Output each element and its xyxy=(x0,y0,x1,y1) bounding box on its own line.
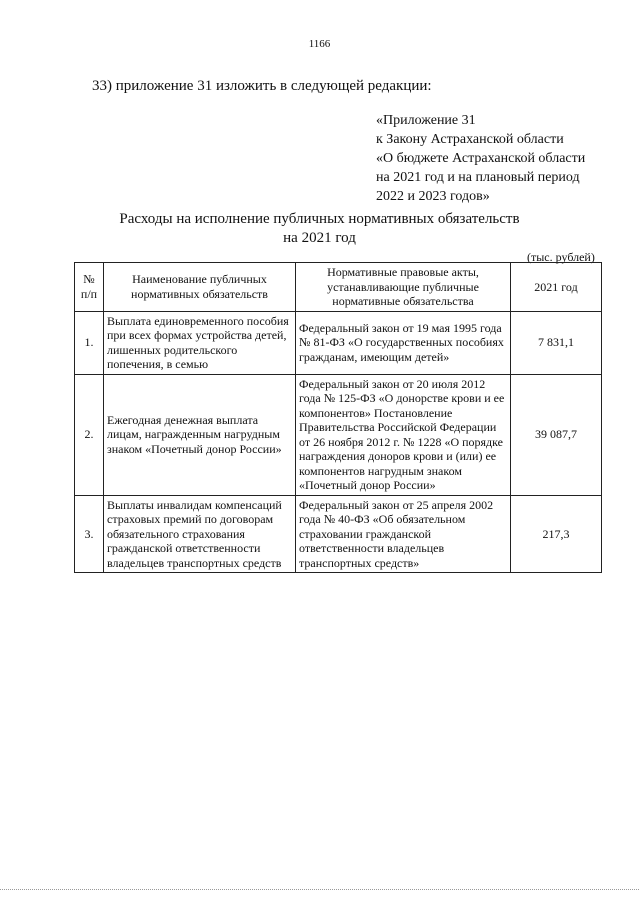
row-name: Выплата единовременного пособия при всех формах устройства детей, лишенных родительского попечения, в семью xyxy=(104,311,296,374)
row-name: Ежегодная денежная выплата лицам, награжденным нагрудным знаком «Почетный донор России» xyxy=(104,374,296,495)
table-row xyxy=(75,311,602,374)
row-acts: Федеральный закон от 19 мая 1995 года № 81-ФЗ «О государственных пособиях гражданам, имеющим детей» xyxy=(296,311,511,374)
scan-edge-line xyxy=(0,889,639,890)
row-amount: 7 831,1 xyxy=(511,311,602,374)
row-acts: Федеральный закон от 20 июля 2012 года № 125-ФЗ «О донорстве крови и ее компонентов» Постановление Правительства Российской Федерации от 26 ноября 2012 г. № 1228 «О порядке награждения доноров крови и (или) ее компонентов нагрудным знаком «Почетный донор России» xyxy=(296,374,511,495)
title-line-2: на 2021 год xyxy=(283,230,356,246)
table-row xyxy=(75,374,602,495)
row-number: 2. xyxy=(75,374,104,495)
header-acts: Нормативные правовые акты, устанавливающие публичные нормативные обязательства xyxy=(296,263,511,312)
row-number: 1. xyxy=(75,311,104,374)
unit-label: (тыс. рублей) xyxy=(527,250,595,264)
header-name: Наименование публичных нормативных обязательств xyxy=(104,263,296,312)
appendix-line: «О бюджете Астраханской области xyxy=(376,151,586,166)
table-header-row xyxy=(75,263,602,312)
appendix-line: к Закону Астраханской области xyxy=(376,132,564,147)
row-amount: 39 087,7 xyxy=(511,374,602,495)
appendix-line: на 2021 год и на плановый период xyxy=(376,170,580,185)
page-number: 1166 xyxy=(308,38,331,50)
row-acts: Федеральный закон от 25 апреля 2002 года № 40-ФЗ «Об обязательном страховании гражданской ответственности владельцев транспортных средств» xyxy=(296,495,511,573)
row-name: Выплаты инвалидам компенсаций страховых премий по договорам обязательного страхования гражданской ответственности владельцев транспортных средств xyxy=(104,495,296,573)
obligations-table xyxy=(74,262,602,573)
title-line-1: Расходы на исполнение публичных нормативных обязательств xyxy=(119,211,520,227)
amendment-instruction: 33) приложение 31 изложить в следующей редакции: xyxy=(92,78,432,94)
row-number: 3. xyxy=(75,495,104,573)
header-year: 2021 год xyxy=(511,263,602,312)
appendix-line: 2022 и 2023 годов» xyxy=(376,189,490,204)
table-row xyxy=(75,495,602,573)
appendix-line: «Приложение 31 xyxy=(376,113,476,128)
document-title xyxy=(0,210,639,248)
appendix-header xyxy=(376,111,585,206)
header-number: № п/п xyxy=(75,263,104,312)
row-amount: 217,3 xyxy=(511,495,602,573)
